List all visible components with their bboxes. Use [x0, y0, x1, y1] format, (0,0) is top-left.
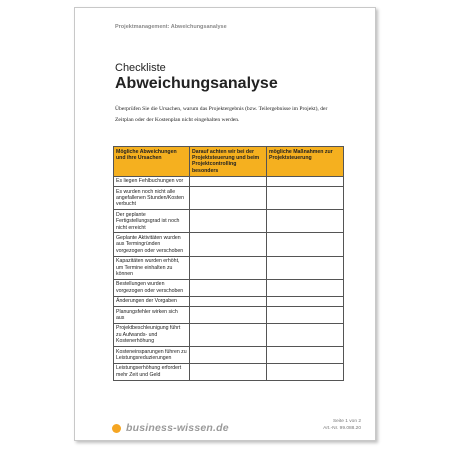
deviation-cell: Geplante Aktivitäten wurden aus Termingründen vorgezogen oder verschoben	[114, 233, 190, 256]
deviation-cell: Kapazitäten wurden erhöht, um Termine einhalten zu können	[114, 256, 190, 279]
measures-cell[interactable]	[267, 323, 344, 346]
table-row	[114, 363, 344, 380]
attention-cell[interactable]	[190, 347, 267, 364]
deviation-cell: Kosteneinsparungen führen zu Leistungsreduzierungen	[114, 347, 190, 364]
deviation-cell: Planungsfehler wirken sich aus	[114, 307, 190, 324]
measures-cell[interactable]	[267, 296, 344, 306]
document-page	[74, 7, 376, 441]
deviation-cell: Der geplante Fertigstellungsgrad ist noch nicht erreicht	[114, 210, 190, 233]
deviation-cell: Projektbeschleunigung führt zu Aufwands- und Kostenerhöhung	[114, 323, 190, 346]
logo-dot-icon	[112, 424, 121, 433]
table-row	[114, 323, 344, 346]
attention-cell[interactable]	[190, 256, 267, 279]
table-row	[114, 176, 344, 186]
table-row	[114, 296, 344, 306]
column-header-measures: mögliche Maßnahmen zur Projektsteuerung	[267, 147, 344, 177]
column-header-attention: Darauf achten wir bei der Projektsteuerung und beim Projektcontrolling besonders	[190, 147, 267, 177]
table-row	[114, 233, 344, 256]
attention-cell[interactable]	[190, 323, 267, 346]
attention-cell[interactable]	[190, 279, 267, 296]
table-row	[114, 187, 344, 210]
measures-cell[interactable]	[267, 256, 344, 279]
measures-cell[interactable]	[267, 363, 344, 380]
page-header: Projektmanagement: Abweichungsanalyse	[115, 24, 227, 30]
document-title: Abweichungsanalyse	[115, 75, 278, 92]
article-number: Art.-Nr. 99.088.20	[323, 426, 361, 431]
measures-cell[interactable]	[267, 279, 344, 296]
attention-cell[interactable]	[190, 210, 267, 233]
deviation-cell: Leistungserhöhung erfordert mehr Zeit und Geld	[114, 363, 190, 380]
measures-cell[interactable]	[267, 176, 344, 186]
measures-cell[interactable]	[267, 210, 344, 233]
table-row	[114, 279, 344, 296]
measures-cell[interactable]	[267, 347, 344, 364]
deviation-cell: Es wurden noch nicht alle angefallenen Stunden/Kosten verbucht	[114, 187, 190, 210]
measures-cell[interactable]	[267, 233, 344, 256]
page-number: Seite 1 von 2	[332, 419, 361, 424]
document-kicker: Checkliste	[115, 62, 166, 74]
table-row	[114, 347, 344, 364]
deviation-cell: Es liegen Fehlbuchungen vor	[114, 176, 190, 186]
attention-cell[interactable]	[190, 176, 267, 186]
table-header-row	[114, 147, 344, 177]
deviation-cell: Änderungen der Vorgaben	[114, 296, 190, 306]
deviation-cell: Bestellungen wurden vorgezogen oder verschoben	[114, 279, 190, 296]
table-row	[114, 307, 344, 324]
footer-logo	[112, 422, 229, 434]
table-row	[114, 256, 344, 279]
table-row	[114, 210, 344, 233]
column-header-deviations: Mögliche Abweichungen und ihre Ursachen	[114, 147, 190, 177]
measures-cell[interactable]	[267, 307, 344, 324]
attention-cell[interactable]	[190, 363, 267, 380]
attention-cell[interactable]	[190, 296, 267, 306]
checklist-table	[113, 146, 344, 381]
attention-cell[interactable]	[190, 307, 267, 324]
logo-text: business-wissen.de	[126, 422, 229, 434]
measures-cell[interactable]	[267, 187, 344, 210]
attention-cell[interactable]	[190, 233, 267, 256]
intro-paragraph: Überprüfen Sie die Ursachen, warum das Projektergebnis (bzw. Teilergebnisse im Projekt), der Zeitplan oder der Kostenplan nicht eingehalten werden.	[115, 106, 328, 123]
footer-meta	[323, 418, 361, 432]
attention-cell[interactable]	[190, 187, 267, 210]
